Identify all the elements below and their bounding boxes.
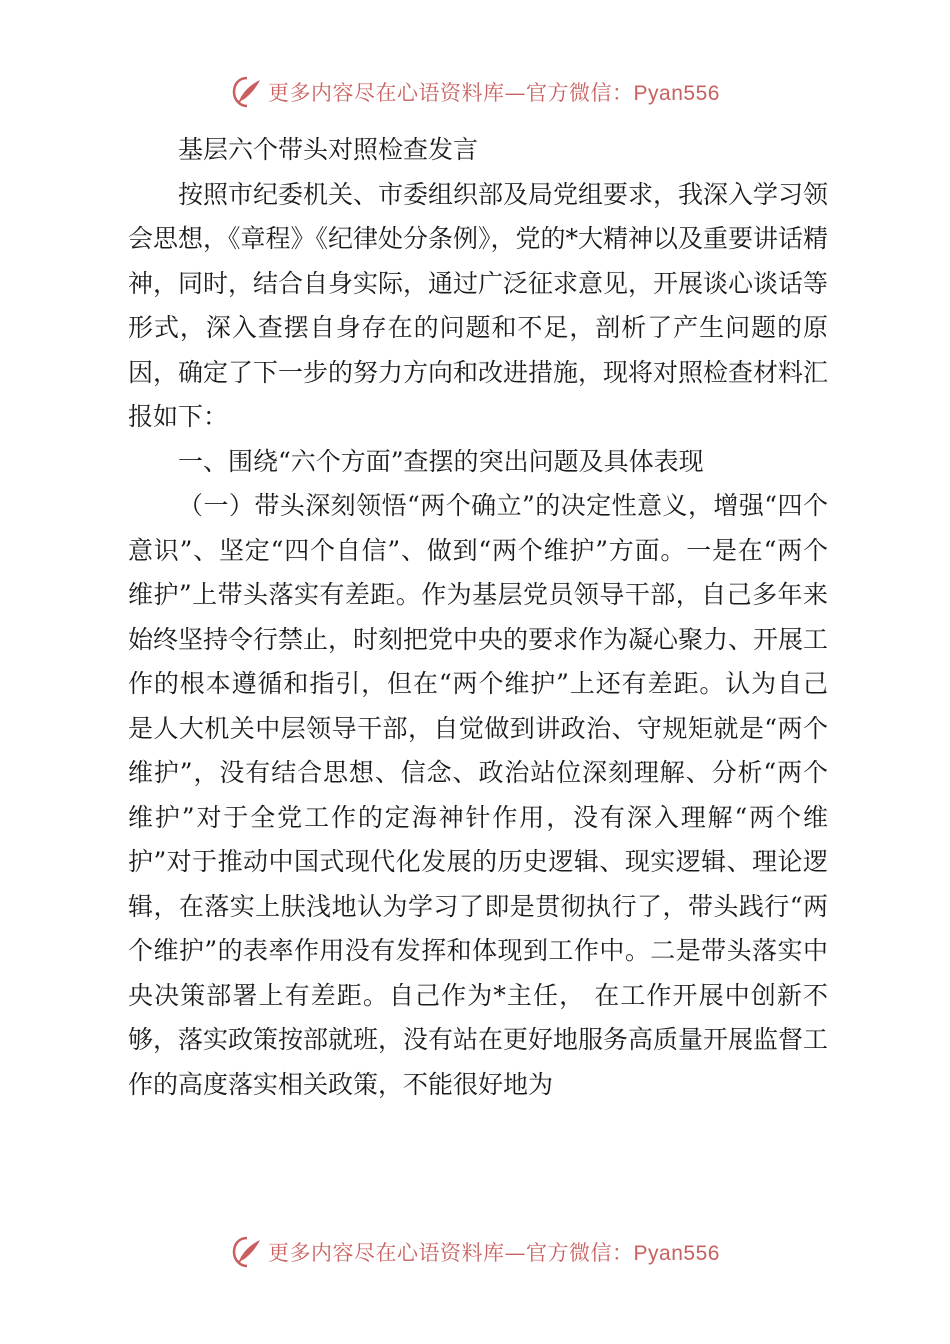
paragraph-subsection-1: （一）带头深刻领悟“两个确立”的决定性意义，增强“四个意识”、坚定“四个自信”、做到“两个维护”方面。一是在“两个维护”上带头落实有差距。作为基层党员领导干部，自己多年来始终坚持令行禁止，时刻把党中央的要求作为凝心聚力、开展工作的根本遵循和指引，但在“两个维护”上还有差距。认为自己是人大机关中层领导干部，自觉做到讲政治、守规矩就是“两个维护”，没有结合思想、信念、政治站位深刻理解、分析“两个维护”对于全党工作的定海神针作用，没有深入理解“两个维护”对于推动中国式现代化发展的历史逻辑、现实逻辑、理论逻辑，在落实上肤浅地认为学习了即是贯彻执行了，带头践行“两个维护”的表率作用没有发挥和体现到工作中。二是带头落实中央决策部署上有差距。自己作为*主任， 在工作开展中创新不够，落实政策按部就班，没有站在更好地服务高质量开展监督工作的高度落实相关政策，不能很好地为 [128,491,829,1099]
paragraph-intro: 按照市纪委机关、市委组织部及局党组要求，我深入学习领会思想，《章程》《纪律处分条例》，党的*大精神以及重要讲话精神，同时，结合自身实际，通过广泛征求意见，开展谈心谈话等形式，深入查摆自身存在的问题和不足，剖析了产生问题的原因，确定了下一步的努力方向和改进措施，现将对照检查材料汇报如下： [128,179,829,431]
banner-wechat-id: Pyan556 [633,1242,720,1265]
banner-separator: — [504,1241,527,1265]
section-heading: 一、围绕“六个方面”查摆的突出问题及具体表现 [178,446,704,476]
banner-wechat-label: 官方微信： [526,1241,634,1265]
quill-logo-icon [230,75,264,109]
banner-separator: — [504,81,527,105]
banner-wechat-id: Pyan556 [633,82,720,105]
document-body [128,128,828,1107]
quill-logo-icon [230,1235,264,1269]
document-title: 基层六个带头对照检查发言 [178,135,479,164]
banner-main: 更多内容尽在心语资料库 [268,1241,505,1265]
header-watermark-banner [0,72,950,112]
banner-text [268,77,720,107]
footer-watermark-banner [0,1232,950,1272]
banner-text [268,1237,720,1267]
banner-wechat-label: 官方微信： [526,81,634,105]
banner-main: 更多内容尽在心语资料库 [268,81,505,105]
